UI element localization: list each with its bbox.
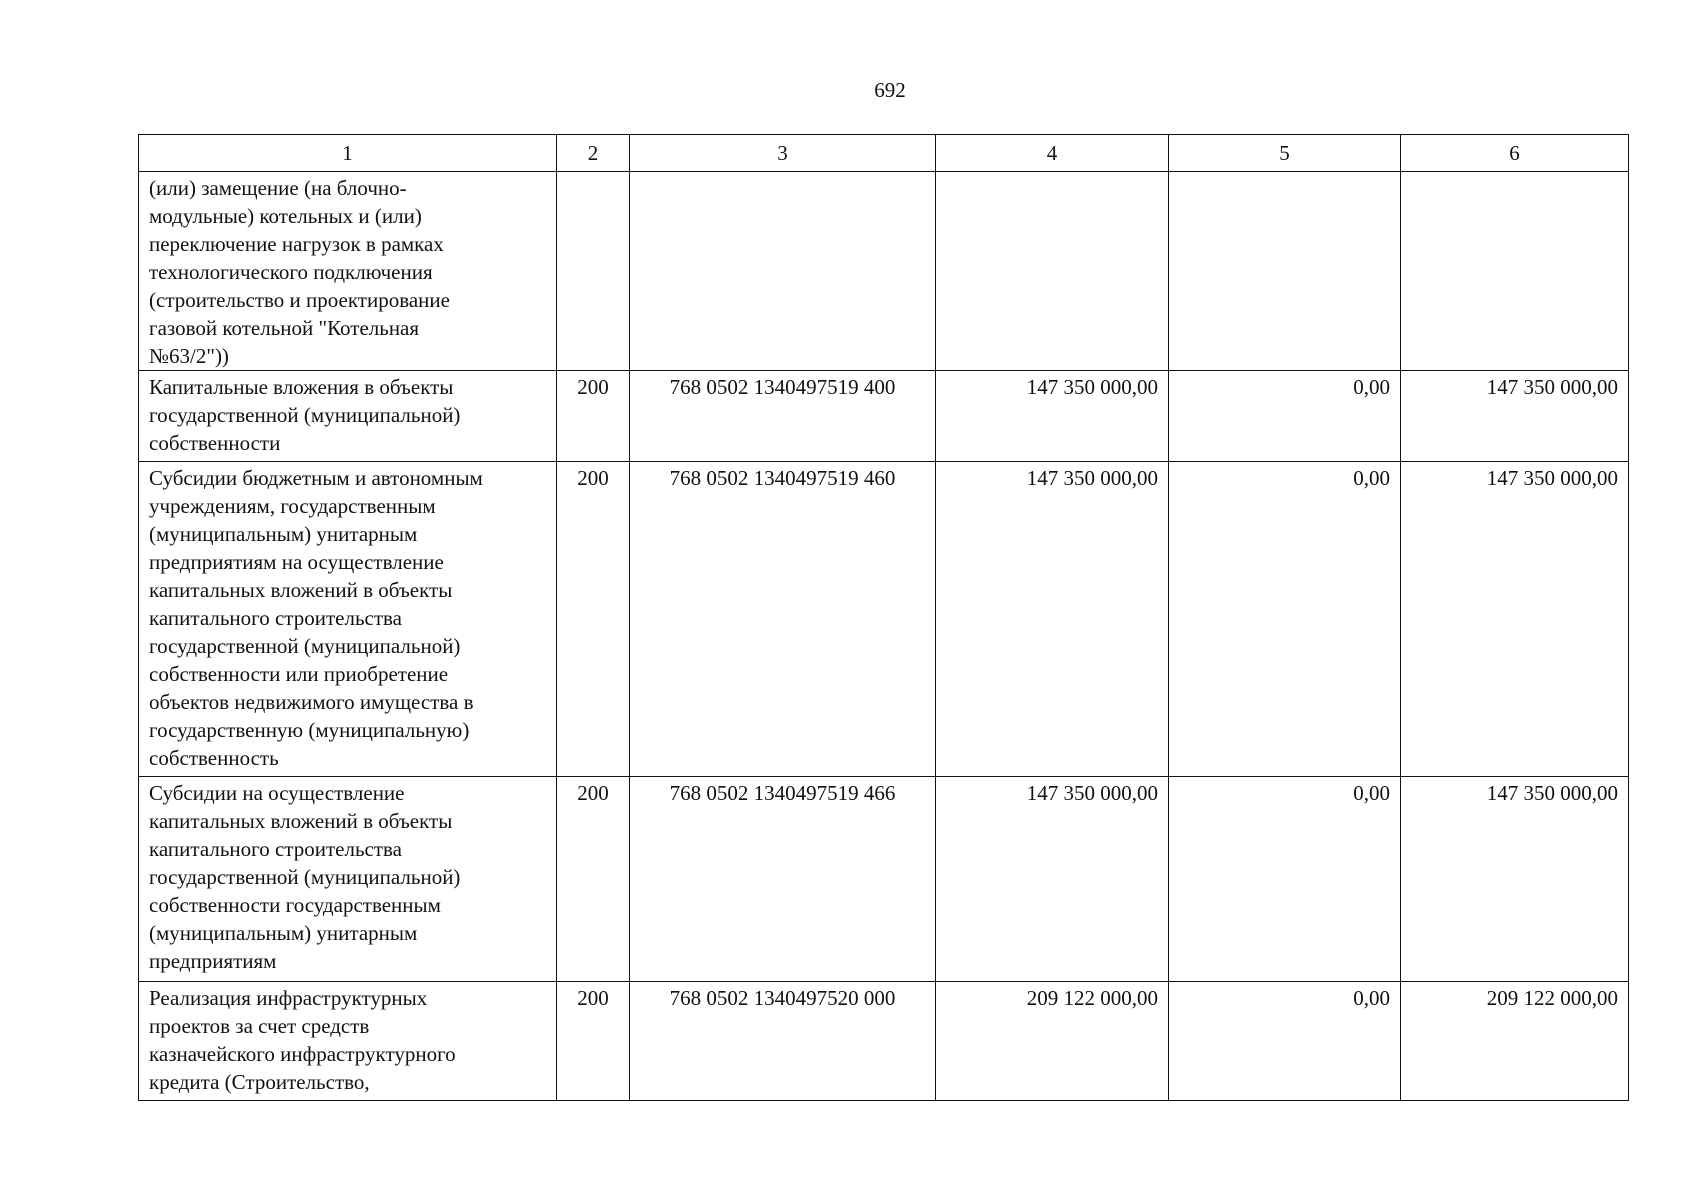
- row-name-cell: Капитальные вложения в объекты государственной (муниципальной) собственности: [139, 371, 557, 462]
- row-col6-cell: [1401, 172, 1629, 371]
- row-col6-cell: 147 350 000,00: [1401, 371, 1629, 462]
- budget-table: [138, 134, 1629, 1101]
- column-header: 5: [1169, 135, 1401, 172]
- row-kbk-cell: [630, 172, 936, 371]
- column-header: 2: [557, 135, 630, 172]
- row-col6-cell: 147 350 000,00: [1401, 462, 1629, 777]
- table-row: [139, 371, 1629, 462]
- row-col6-cell: 147 350 000,00: [1401, 777, 1629, 982]
- page-number: 692: [874, 78, 906, 102]
- column-header: 3: [630, 135, 936, 172]
- row-col4-cell: [936, 172, 1169, 371]
- row-col4-cell: 209 122 000,00: [936, 982, 1169, 1101]
- row-kbk-cell: 768 0502 1340497519 466: [630, 777, 936, 982]
- column-header: 4: [936, 135, 1169, 172]
- table-row: [139, 462, 1629, 777]
- row-col5-cell: 0,00: [1169, 777, 1401, 982]
- row-col4-cell: 147 350 000,00: [936, 462, 1169, 777]
- row-col4-cell: 147 350 000,00: [936, 371, 1169, 462]
- row-col5-cell: 0,00: [1169, 371, 1401, 462]
- row-col5-cell: 0,00: [1169, 982, 1401, 1101]
- row-col5-cell: [1169, 172, 1401, 371]
- row-kbk-cell: 768 0502 1340497519 400: [630, 371, 936, 462]
- column-header: 6: [1401, 135, 1629, 172]
- table-row: [139, 982, 1629, 1101]
- table-header-row: [139, 135, 1629, 172]
- row-kbk-cell: 768 0502 1340497520 000: [630, 982, 936, 1101]
- row-code-cell: 200: [557, 777, 630, 982]
- row-code-cell: 200: [557, 462, 630, 777]
- row-code-cell: [557, 172, 630, 371]
- table-row: [139, 777, 1629, 982]
- row-name-cell: Субсидии бюджетным и автономным учреждениям, государственным (муниципальным) унитарным предприятиям на осуществление капитальных вложений в объекты капитального строительства государственной (муниципальной) собственности или приобретение объектов недвижимого имущества в государственную (муниципальную) собственность: [139, 462, 557, 777]
- row-name-cell: (или) замещение (на блочно- модульные) котельных и (или) переключение нагрузок в рамках технологического подключения (строительство и проектирование газовой котельной "Котельная №63/2")): [139, 172, 557, 371]
- column-header: 1: [139, 135, 557, 172]
- row-code-cell: 200: [557, 371, 630, 462]
- row-col6-cell: 209 122 000,00: [1401, 982, 1629, 1101]
- row-code-cell: 200: [557, 982, 630, 1101]
- row-name-cell: Реализация инфраструктурных проектов за счет средств казначейского инфраструктурного кредита (Строительство,: [139, 982, 557, 1101]
- row-name-cell: Субсидии на осуществление капитальных вложений в объекты капитального строительства государственной (муниципальной) собственности государственным (муниципальным) унитарным предприятиям: [139, 777, 557, 982]
- row-col4-cell: 147 350 000,00: [936, 777, 1169, 982]
- row-kbk-cell: 768 0502 1340497519 460: [630, 462, 936, 777]
- row-col5-cell: 0,00: [1169, 462, 1401, 777]
- table-row: [139, 172, 1629, 371]
